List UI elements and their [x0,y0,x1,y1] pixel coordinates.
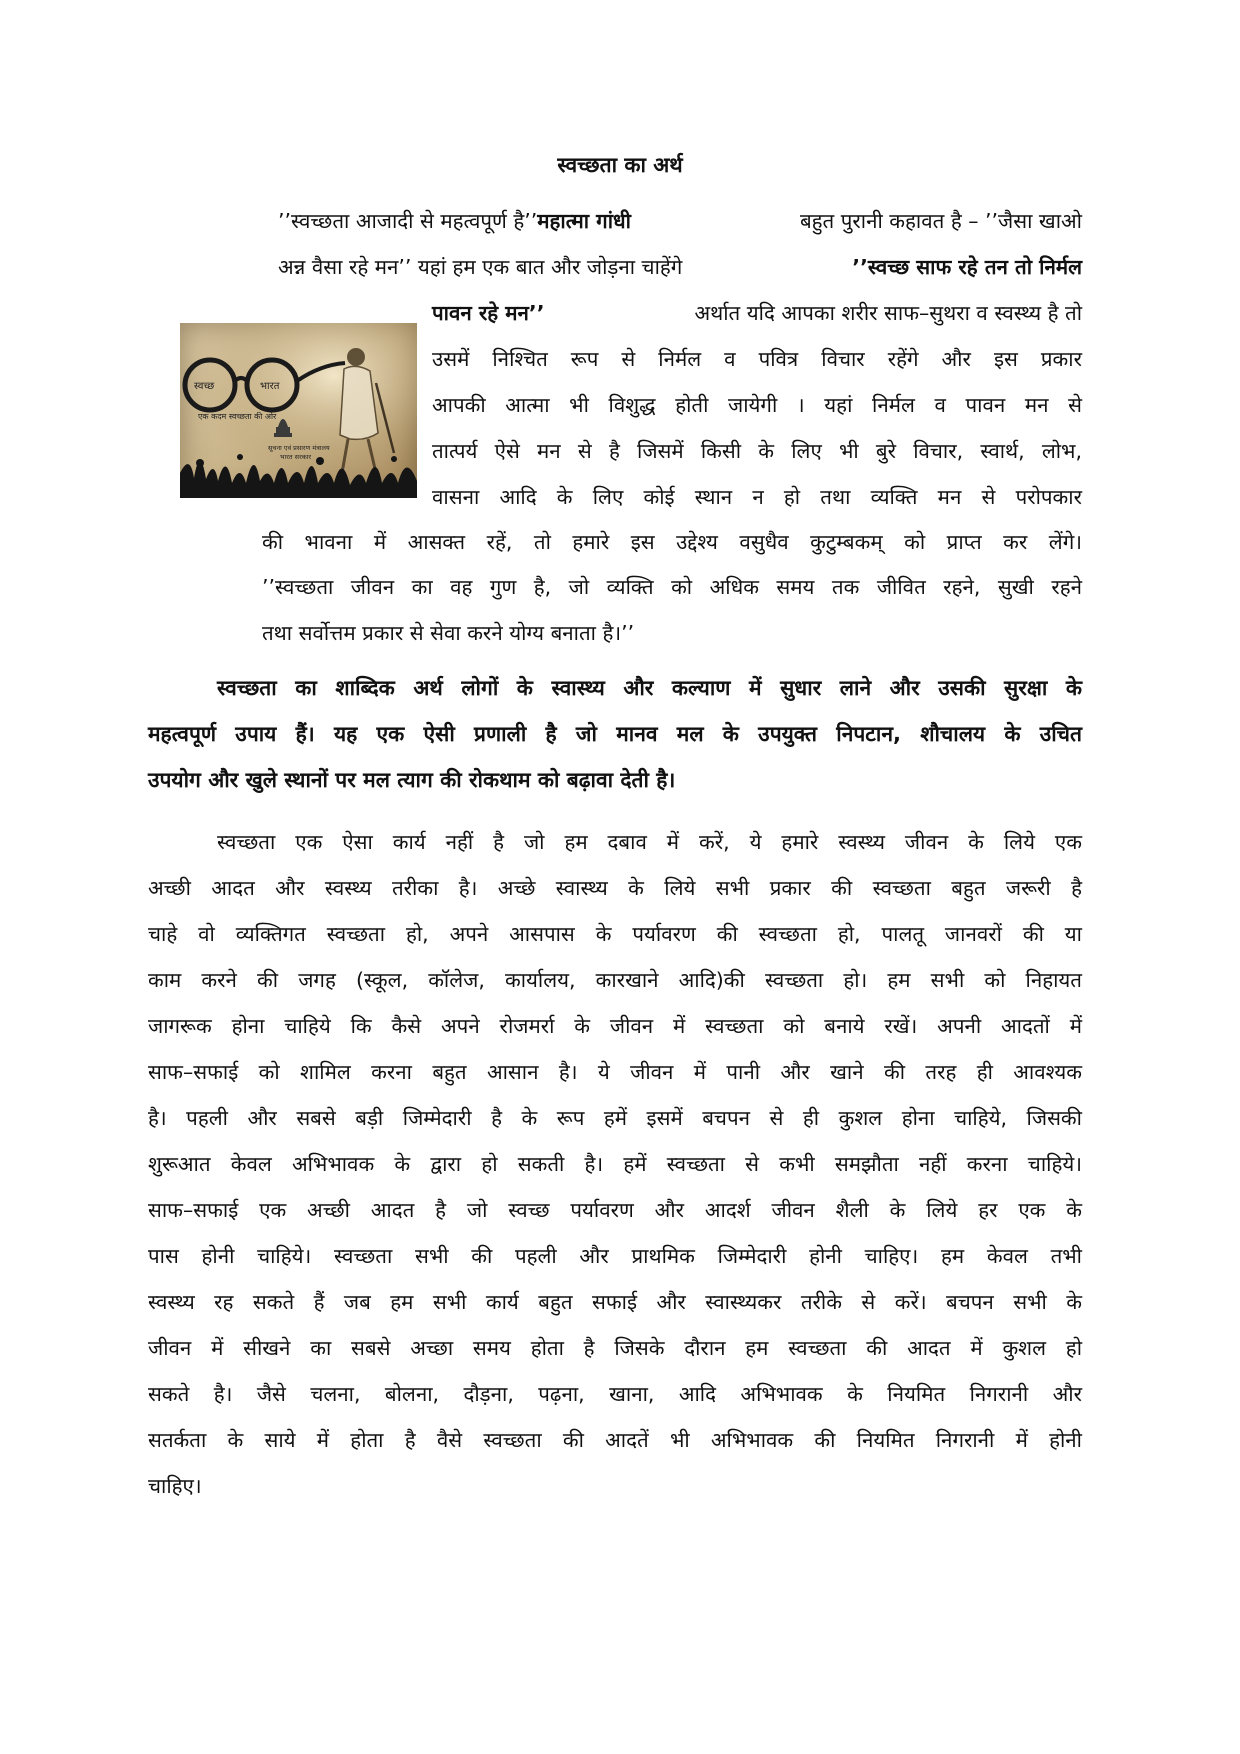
body-line [148,873,1082,903]
bold-text: उपयोग और खुले स्थानों पर मल त्याग की रोकथाम को बढ़ावा देती है। [148,768,676,792]
body-line [148,1149,1082,1179]
body-text: अच्छी आदत और स्वस्थ्य तरीका है। अच्छे स्वास्थ्य के लिये सभी प्रकार की स्वच्छता बहुत जरूरी है [148,876,1082,900]
bold-text: स्वच्छता का शाब्दिक अर्थ लोगों के स्वास्थ्य और कल्याण में सुधार लाने और उसकी सुरक्षा के [217,676,1082,700]
intro-text: बहुत पुरानी कहावत है – ’’जैसा खाओ [799,209,1082,233]
body-text: चाहे वो व्यक्तिगत स्वच्छता हो, अपने आसपास के पर्यावरण की स्वच्छता हो, पालतू जानवरों की या [148,922,1082,946]
body-text: साफ–सफाई को शामिल करना बहुत आसान है। ये जीवन में पानी और खाने की तरह ही आवश्यक [148,1060,1082,1084]
intro-text: ’’स्वच्छता जीवन का वह गुण है, जो व्यक्ति को अधिक समय तक जीवित रहने, सुखी रहने [262,575,1082,599]
intro-line-8 [262,527,1082,557]
intro-line-1 [278,206,1082,236]
document-title: स्वच्छता का अर्थ [557,153,683,177]
logo-right-text: भारत [260,381,280,392]
swachh-bharat-illustration [180,323,417,498]
body-line [148,1241,1082,1271]
ministry-line-2: भारत सरकार [280,453,312,461]
swachh-bharat-image [180,323,417,498]
body-line [148,1195,1082,1225]
intro-text: अर्थात यदि आपका शरीर साफ–सुथरा व स्वस्थ्य है तो [694,301,1082,325]
body-line [148,919,1082,949]
body-text: सकते है। जैसे चलना, बोलना, दौड़ना, पढ़ना, खाना, आदि अभिभावक के नियमित निगरानी और [148,1382,1082,1406]
intro-line-3 [432,298,1082,328]
bold-quote: ’’स्वच्छ साफ रहे तन तो निर्मल [852,255,1082,279]
ministry-line-1: सूचना एवं प्रसारण मंत्रालय [268,444,330,452]
intro-text: आपकी आत्मा भी विशुद्ध होती जायेगी । यहां निर्मल व पावन मन से [432,393,1082,417]
body-line [148,1103,1082,1133]
body-text: पास होनी चाहिये। स्वच्छता सभी की पहली और प्राथमिक जिम्मेदारी होनी चाहिए। हम केवल तभी [148,1244,1082,1268]
body-line [148,1471,1082,1501]
body-line [217,827,1082,857]
quote-author: महात्मा गांधी [537,209,631,233]
body-line [148,1057,1082,1087]
body-text: सतर्कता के साये में होता है वैसे स्वच्छता की आदतें भी अभिभावक की नियमित निगरानी में होनी [148,1428,1082,1452]
body-line [148,1333,1082,1363]
logo-left-text: स्वच्छ [194,381,215,392]
body-line [148,965,1082,995]
body-text: जीवन में सीखने का सबसे अच्छा समय होता है जिसके दौरान हम स्वच्छता की आदत में कुशल हो [148,1336,1082,1360]
bold-para-line-3 [148,765,1082,795]
bold-para-line-1 [217,673,1082,703]
intro-line-5 [432,390,1082,420]
body-text: शुरूआत केवल अभिभावक के द्वारा हो सकती है। हमें स्वच्छता से कभी समझौता नहीं करना चाहिये। [148,1152,1082,1176]
body-text: काम करने की जगह (स्कूल, कॉलेज, कार्यालय, कारखाने आदि)की स्वच्छता हो। हम सभी को निहायत [148,968,1082,992]
intro-text: वासना आदि के लिए कोई स्थान न हो तथा व्यक्ति मन से परोपकार [432,485,1082,509]
intro-line-2 [278,252,1082,282]
intro-line-6 [432,436,1082,466]
intro-text: उसमें निश्चित रूप से निर्मल व पवित्र विचार रहेंगे और इस प्रकार [432,347,1082,371]
body-text: जागरूक होना चाहिये कि कैसे अपने रोजमर्रा के जीवन में स्वच्छता को बनाये रखें। अपनी आदतों में [148,1014,1082,1038]
bold-quote: पावन रहे मन’’ [432,301,545,325]
body-text: है। पहली और सबसे बड़ी जिम्मेदारी है के रूप हमें इसमें बचपन से ही कुशल होना चाहिये, जिसकी [148,1106,1082,1130]
intro-line-9 [262,572,1082,602]
body-line [148,1425,1082,1455]
body-text: स्वच्छता एक ऐसा कार्य नहीं है जो हम दबाव में करें, ये हमारे स्वस्थ्य जीवन के लिये एक [217,830,1082,854]
body-line [148,1379,1082,1409]
body-text: साफ–सफाई एक अच्छी आदत है जो स्वच्छ पर्यावरण और आदर्श जीवन शैली के लिये हर एक के [148,1198,1082,1222]
intro-text: तात्पर्य ऐसे मन से है जिसमें किसी के लिए भी बुरे विचार, स्वार्थ, लोभ, [432,439,1082,463]
bold-para-line-2 [148,719,1082,749]
intro-text: की भावना में आसक्त रहें, तो हमारे इस उद्देश्य वसुधैव कुटुम्बकम् को प्राप्त कर लेंगे। [262,530,1082,554]
body-line [148,1011,1082,1041]
quote-text: ’’स्वच्छता आजादी से महत्वपूर्ण है’’ [278,209,538,233]
intro-text: अन्न वैसा रहे मन’’ यहां हम एक बात और जोड़ना चाहेंगे [278,255,683,279]
body-line [148,1287,1082,1317]
body-text: चाहिए। [148,1474,202,1498]
intro-line-4 [432,344,1082,374]
bold-text: महत्वपूर्ण उपाय हैं। यह एक ऐसी प्रणाली है जो मानव मल के उपयुक्त निपटान, शौचालय के उचित [148,722,1082,746]
intro-line-10 [262,618,1082,648]
body-text: स्वस्थ्य रह सकते हैं जब हम सभी कार्य बहुत सफाई और स्वास्थ्यकर तरीके से करें। बचपन सभी के [148,1290,1082,1314]
intro-line-7 [432,482,1082,512]
logo-tagline: एक कदम स्वच्छता की ओर [198,412,277,421]
intro-text: तथा सर्वोत्तम प्रकार से सेवा करने योग्य बनाता है।’’ [262,621,635,645]
